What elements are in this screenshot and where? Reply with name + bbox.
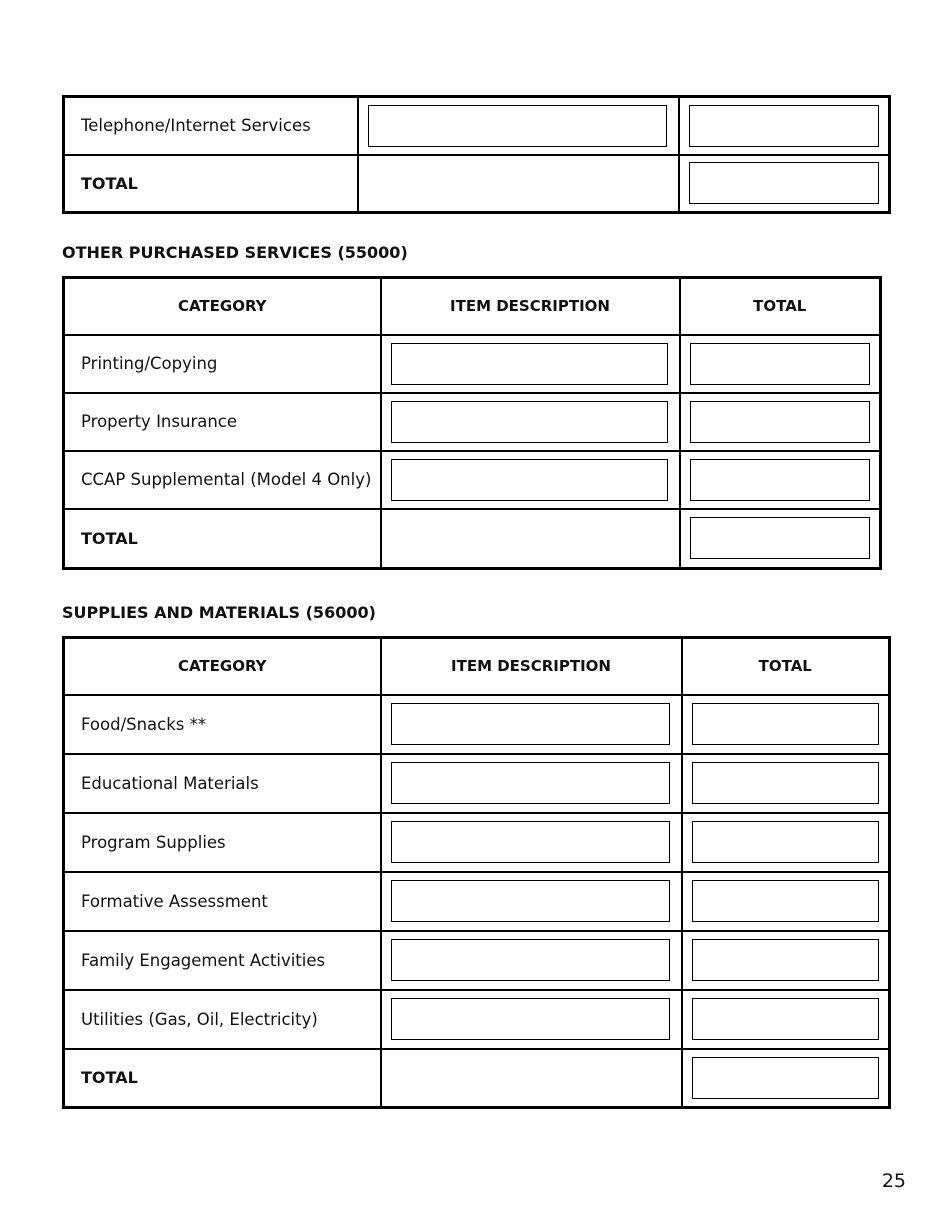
- ccap-total-input[interactable]: [690, 459, 871, 501]
- empty-cell: [358, 155, 679, 213]
- total-label: TOTAL: [64, 155, 358, 213]
- total-cell: [680, 509, 881, 569]
- supplies-materials-title: SUPPLIES AND MATERIALS (56000): [62, 603, 376, 622]
- printing-total-input[interactable]: [690, 343, 871, 385]
- description-cell: [381, 813, 682, 872]
- description-cell: [381, 872, 682, 931]
- food-snacks-description-input[interactable]: [391, 703, 670, 745]
- communications-total-input[interactable]: [689, 162, 880, 204]
- table-row: [64, 451, 881, 509]
- table-row: [64, 990, 890, 1049]
- description-cell: [381, 335, 680, 393]
- total-cell: [682, 813, 890, 872]
- total-label: TOTAL: [64, 1049, 381, 1108]
- table-row: [64, 393, 881, 451]
- formative-assessment-description-input[interactable]: [391, 880, 670, 922]
- utilities-description-input[interactable]: [391, 998, 670, 1040]
- total-cell: [680, 451, 881, 509]
- formative-assessment-total-input[interactable]: [692, 880, 880, 922]
- row-category: Utilities (Gas, Oil, Electricity): [64, 990, 381, 1049]
- row-category: CCAP Supplemental (Model 4 Only): [64, 451, 381, 509]
- educational-materials-description-input[interactable]: [391, 762, 670, 804]
- communications-table: [62, 95, 891, 214]
- total-row: [64, 1049, 890, 1108]
- item-description-header: ITEM DESCRIPTION: [381, 638, 682, 695]
- total-cell: [682, 695, 890, 754]
- category-header: CATEGORY: [64, 278, 381, 335]
- table-row: [64, 872, 890, 931]
- total-label: TOTAL: [64, 509, 381, 569]
- total-cell: [682, 754, 890, 813]
- header-row: [64, 638, 890, 695]
- program-supplies-total-input[interactable]: [692, 821, 880, 863]
- row-category: Educational Materials: [64, 754, 381, 813]
- ccap-description-input[interactable]: [391, 459, 668, 501]
- family-engagement-description-input[interactable]: [391, 939, 670, 981]
- total-cell: [682, 931, 890, 990]
- description-cell: [381, 451, 680, 509]
- food-snacks-total-input[interactable]: [692, 703, 880, 745]
- row-category: Formative Assessment: [64, 872, 381, 931]
- other-purchased-total-input[interactable]: [690, 517, 871, 559]
- description-cell: [381, 990, 682, 1049]
- table-row: [64, 335, 881, 393]
- other-purchased-services-table: [62, 276, 882, 570]
- program-supplies-description-input[interactable]: [391, 821, 670, 863]
- total-cell: [682, 1049, 890, 1108]
- table-row: [64, 97, 890, 155]
- row-category: Printing/Copying: [64, 335, 381, 393]
- total-cell: [679, 97, 890, 155]
- family-engagement-total-input[interactable]: [692, 939, 880, 981]
- total-header: TOTAL: [682, 638, 890, 695]
- table-row: [64, 695, 890, 754]
- printing-description-input[interactable]: [391, 343, 668, 385]
- utilities-total-input[interactable]: [692, 998, 880, 1040]
- total-row: [64, 155, 890, 213]
- row-category: Program Supplies: [64, 813, 381, 872]
- item-description-header: ITEM DESCRIPTION: [381, 278, 680, 335]
- total-row: [64, 509, 881, 569]
- page-number: 25: [881, 1170, 906, 1192]
- total-header: TOTAL: [680, 278, 881, 335]
- telephone-description-input[interactable]: [368, 105, 667, 147]
- description-cell: [381, 931, 682, 990]
- row-category: Telephone/Internet Services: [64, 97, 358, 155]
- empty-cell: [381, 509, 680, 569]
- total-cell: [679, 155, 890, 213]
- property-insurance-total-input[interactable]: [690, 401, 871, 443]
- other-purchased-services-title: OTHER PURCHASED SERVICES (55000): [62, 243, 408, 262]
- description-cell: [381, 393, 680, 451]
- telephone-total-input[interactable]: [689, 105, 880, 147]
- empty-cell: [381, 1049, 682, 1108]
- total-cell: [680, 393, 881, 451]
- total-cell: [682, 872, 890, 931]
- category-header: CATEGORY: [64, 638, 381, 695]
- table-row: [64, 754, 890, 813]
- supplies-total-input[interactable]: [692, 1057, 880, 1099]
- row-category: Property Insurance: [64, 393, 381, 451]
- educational-materials-total-input[interactable]: [692, 762, 880, 804]
- header-row: [64, 278, 881, 335]
- description-cell: [381, 695, 682, 754]
- table-row: [64, 813, 890, 872]
- row-category: Food/Snacks **: [64, 695, 381, 754]
- total-cell: [680, 335, 881, 393]
- description-cell: [358, 97, 679, 155]
- supplies-materials-table: [62, 636, 891, 1109]
- total-cell: [682, 990, 890, 1049]
- table-row: [64, 931, 890, 990]
- property-insurance-description-input[interactable]: [391, 401, 668, 443]
- description-cell: [381, 754, 682, 813]
- row-category: Family Engagement Activities: [64, 931, 381, 990]
